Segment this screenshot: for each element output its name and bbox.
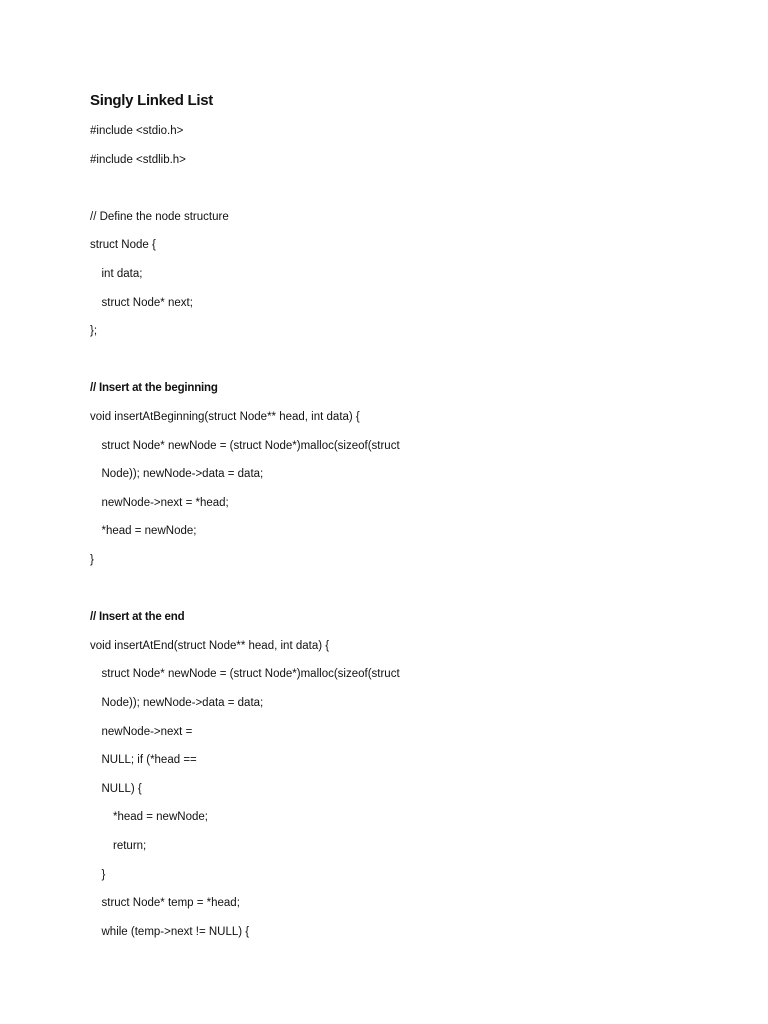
document-title: Singly Linked List — [90, 92, 213, 109]
code-line: return; — [113, 840, 147, 852]
section-heading: // Insert at the end — [90, 611, 185, 624]
section-heading: // Insert at the beginning — [90, 382, 218, 395]
code-line: void insertAtBeginning(struct Node** head, int data) { — [90, 411, 360, 423]
code-line: struct Node* newNode = (struct Node*)malloc(sizeof(struct — [101, 439, 400, 452]
code-line: while (temp->next != NULL) { — [101, 925, 250, 938]
code-line: struct Node { — [90, 239, 156, 252]
code-line: struct Node* temp = *head; — [101, 897, 240, 910]
code-line: *head = newNode; — [101, 525, 197, 538]
code-line: }; — [90, 325, 98, 338]
code-line: newNode->next = *head; — [101, 496, 229, 509]
code-line: int data; — [101, 268, 143, 280]
code-line: NULL) { — [101, 782, 142, 795]
code-line: newNode->next = — [101, 725, 193, 738]
code-line: struct Node* next; — [101, 296, 193, 309]
code-line: void insertAtEnd(struct Node** head, int data) { — [90, 639, 330, 652]
code-line: NULL; if (*head == — [101, 754, 197, 767]
code-line: #include <stdio.h> — [90, 125, 184, 137]
code-line: } — [90, 554, 94, 566]
code-line: *head = newNode; — [113, 811, 208, 824]
code-line: Node)); newNode->data = data; — [101, 697, 264, 709]
code-line: // Define the node structure — [90, 210, 229, 223]
code-line: struct Node* newNode = (struct Node*)malloc(sizeof(struct — [101, 668, 400, 681]
code-line: } — [101, 868, 106, 881]
code-line: #include <stdlib.h> — [90, 153, 186, 166]
code-line: Node)); newNode->data = data; — [101, 468, 264, 481]
